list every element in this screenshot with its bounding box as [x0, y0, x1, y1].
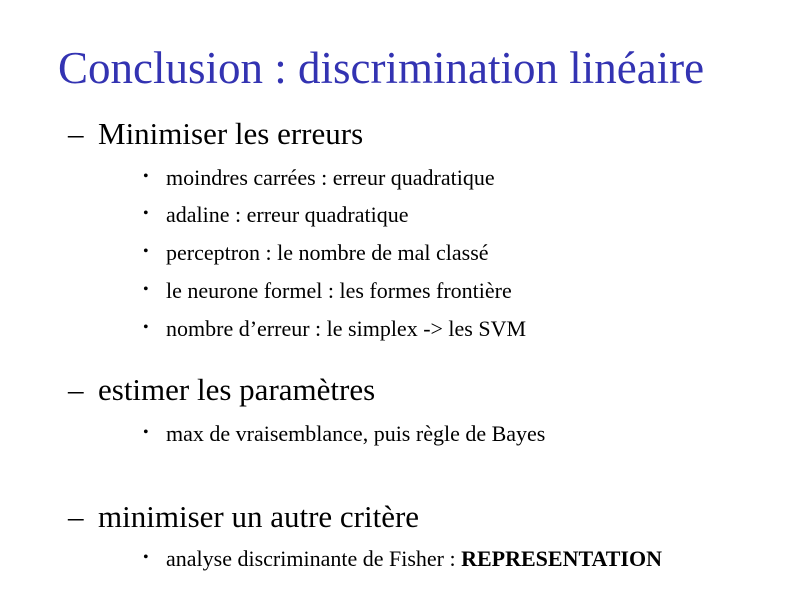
section-label: estimer les paramètres	[98, 372, 376, 407]
slide-title: Conclusion : discrimination linéaire	[58, 43, 705, 93]
list-item-text: adaline : erreur quadratique	[166, 202, 409, 227]
section-label: minimiser un autre critère	[98, 499, 420, 534]
dash-marker: –	[68, 499, 84, 534]
dash-marker: –	[68, 372, 84, 407]
section-label: Minimiser les erreurs	[98, 116, 364, 151]
bullet-marker: •	[143, 205, 149, 222]
bullet-marker: •	[143, 319, 149, 336]
list-item-text: le neurone formel : les formes frontière	[166, 278, 512, 303]
bullet-marker: •	[143, 243, 149, 260]
list-item-text: nombre d’erreur : le simplex -> les SVM	[166, 316, 527, 341]
bullet-marker: •	[143, 549, 149, 566]
list-item-text	[166, 546, 662, 572]
emphasis-text: REPRESENTATION	[461, 546, 662, 571]
bullet-marker: •	[143, 168, 149, 185]
list-item-text: perceptron : le nombre de mal classé	[166, 240, 489, 265]
list-item-text-plain: analyse discriminante de Fisher :	[166, 546, 462, 571]
bullet-marker: •	[143, 424, 149, 441]
list-item-text: moindres carrées : erreur quadratique	[166, 165, 495, 190]
list-item-text: max de vraisemblance, puis règle de Bayes	[166, 421, 546, 446]
bullet-marker: •	[143, 281, 149, 298]
dash-marker: –	[68, 116, 84, 151]
